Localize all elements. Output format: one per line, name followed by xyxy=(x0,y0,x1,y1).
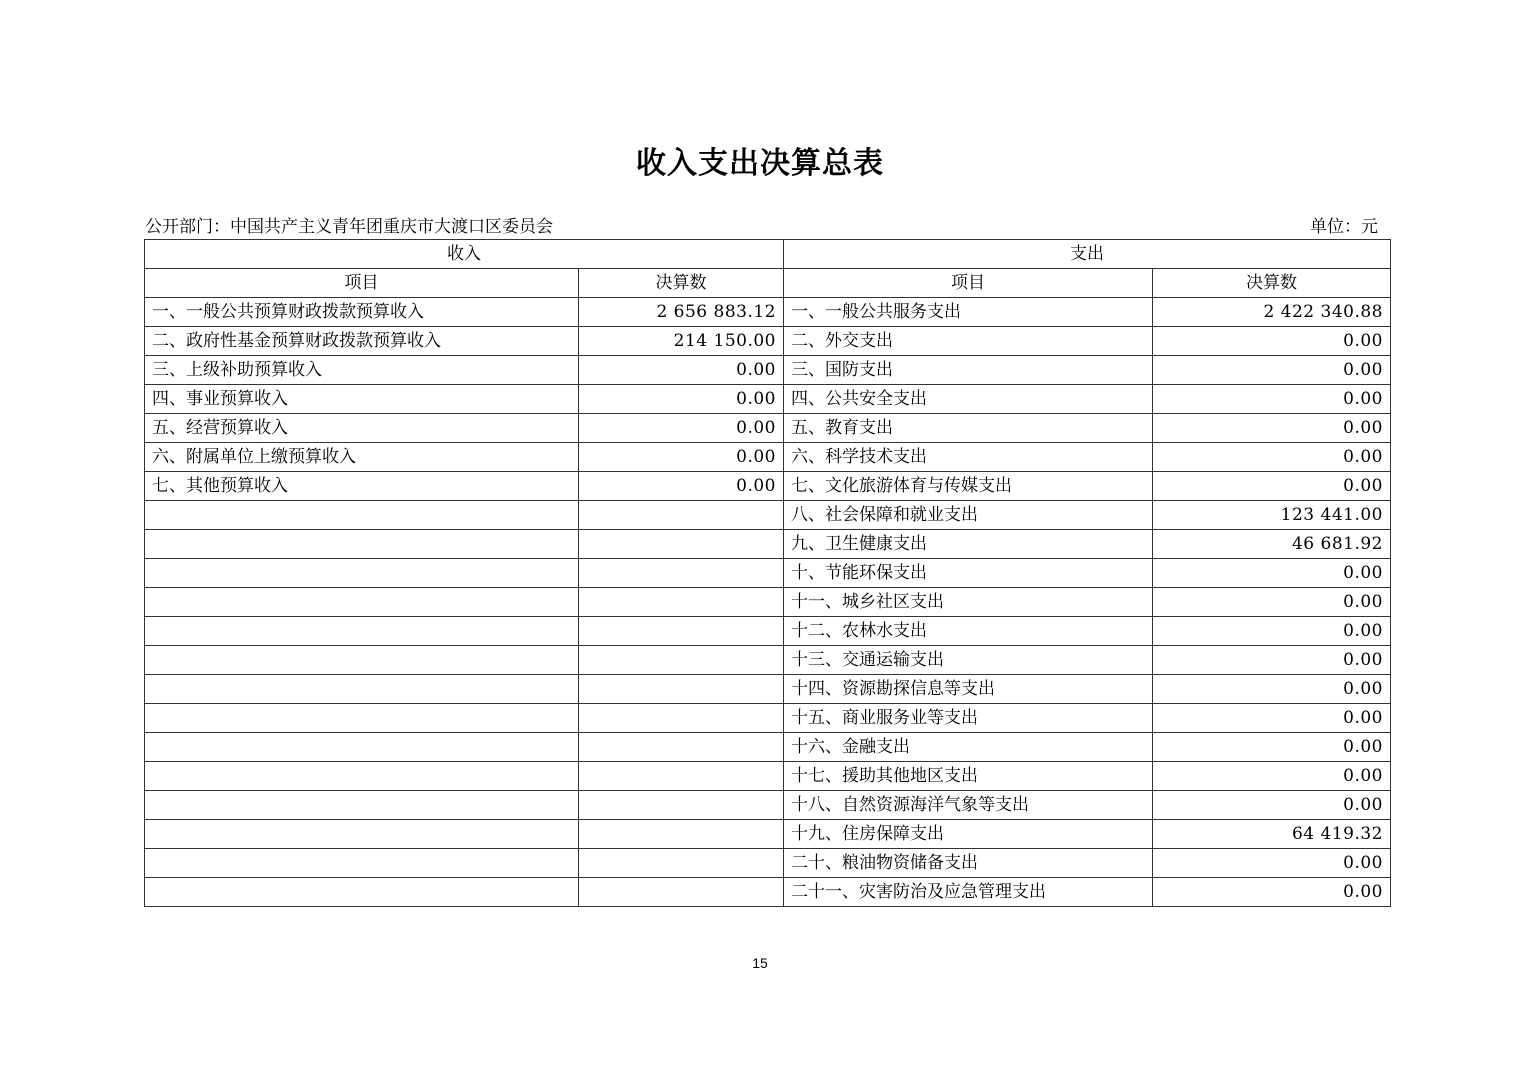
income-amount-cell: 0.00 xyxy=(579,472,784,501)
expense-amount-cell: 46 681.92 xyxy=(1153,530,1391,559)
income-amount-cell xyxy=(579,559,784,588)
income-amount-cell xyxy=(579,820,784,849)
department-label: 公开部门：中国共产主义青年团重庆市大渡口区委员会 xyxy=(145,217,553,237)
income-amount-cell xyxy=(579,733,784,762)
table-meta xyxy=(145,212,1378,238)
expense-item-cell: 十六、金融支出 xyxy=(784,733,1153,762)
expense-amount-cell: 0.00 xyxy=(1153,733,1391,762)
expense-amount-cell: 0.00 xyxy=(1153,791,1391,820)
income-amount-cell xyxy=(579,704,784,733)
expense-item-header: 项目 xyxy=(784,269,1153,298)
expense-item-cell: 二、外交支出 xyxy=(784,327,1153,356)
income-section-header: 收入 xyxy=(145,240,784,269)
income-amount-cell: 0.00 xyxy=(579,414,784,443)
income-amount-cell xyxy=(579,762,784,791)
income-amount-cell xyxy=(579,675,784,704)
expense-amount-cell: 2 422 340.88 xyxy=(1153,298,1391,327)
income-amount-cell: 0.00 xyxy=(579,385,784,414)
table-row xyxy=(145,733,1391,762)
expense-amount-cell: 0.00 xyxy=(1153,472,1391,501)
income-item-cell: 四、事业预算收入 xyxy=(145,385,579,414)
income-item-cell: 二、政府性基金预算财政拨款预算收入 xyxy=(145,327,579,356)
expense-item-cell: 五、教育支出 xyxy=(784,414,1153,443)
income-amount-cell xyxy=(579,791,784,820)
income-amount-cell xyxy=(579,530,784,559)
expense-item-cell: 十、节能环保支出 xyxy=(784,559,1153,588)
expense-amount-cell: 0.00 xyxy=(1153,849,1391,878)
expense-item-cell: 十八、自然资源海洋气象等支出 xyxy=(784,791,1153,820)
page-number: 15 xyxy=(752,955,768,971)
expense-amount-cell: 0.00 xyxy=(1153,356,1391,385)
income-item-cell: 七、其他预算收入 xyxy=(145,472,579,501)
table-row xyxy=(145,588,1391,617)
expense-amount-cell: 0.00 xyxy=(1153,646,1391,675)
income-item-cell xyxy=(145,704,579,733)
table-row xyxy=(145,878,1391,907)
expense-amount-cell: 0.00 xyxy=(1153,878,1391,907)
expense-amount-cell: 0.00 xyxy=(1153,385,1391,414)
income-item-cell xyxy=(145,791,579,820)
table-row xyxy=(145,646,1391,675)
table-row xyxy=(145,385,1391,414)
income-item-cell: 六、附属单位上缴预算收入 xyxy=(145,443,579,472)
income-amount-cell xyxy=(579,849,784,878)
table-row xyxy=(145,472,1391,501)
income-item-cell: 三、上级补助预算收入 xyxy=(145,356,579,385)
column-header-row xyxy=(145,269,1391,298)
table-row xyxy=(145,617,1391,646)
expense-item-cell: 十三、交通运输支出 xyxy=(784,646,1153,675)
table-row xyxy=(145,414,1391,443)
expense-amount-cell: 0.00 xyxy=(1153,762,1391,791)
income-item-cell xyxy=(145,588,579,617)
table-row xyxy=(145,820,1391,849)
page-title: 收入支出决算总表 xyxy=(636,146,884,181)
income-item-cell xyxy=(145,646,579,675)
expense-item-cell: 九、卫生健康支出 xyxy=(784,530,1153,559)
expense-amount-header: 决算数 xyxy=(1153,269,1391,298)
table-row xyxy=(145,675,1391,704)
expense-amount-cell: 0.00 xyxy=(1153,559,1391,588)
expense-item-cell: 十七、援助其他地区支出 xyxy=(784,762,1153,791)
unit-label: 单位：元 xyxy=(1310,217,1378,237)
table-row xyxy=(145,298,1391,327)
income-item-cell xyxy=(145,849,579,878)
income-item-cell xyxy=(145,559,579,588)
table-row xyxy=(145,501,1391,530)
expense-item-cell: 四、公共安全支出 xyxy=(784,385,1153,414)
table-row xyxy=(145,762,1391,791)
income-item-cell xyxy=(145,675,579,704)
expense-amount-cell: 0.00 xyxy=(1153,414,1391,443)
income-expense-table xyxy=(144,239,1391,907)
table-row xyxy=(145,559,1391,588)
expense-item-cell: 三、国防支出 xyxy=(784,356,1153,385)
income-amount-cell: 0.00 xyxy=(579,356,784,385)
expense-item-cell: 十五、商业服务业等支出 xyxy=(784,704,1153,733)
expense-amount-cell: 0.00 xyxy=(1153,588,1391,617)
table-row xyxy=(145,356,1391,385)
expense-amount-cell: 0.00 xyxy=(1153,327,1391,356)
income-amount-cell: 0.00 xyxy=(579,443,784,472)
expense-item-cell: 二十、粮油物资储备支出 xyxy=(784,849,1153,878)
expense-item-cell: 一、一般公共服务支出 xyxy=(784,298,1153,327)
table-row xyxy=(145,530,1391,559)
income-amount-cell xyxy=(579,501,784,530)
table-body xyxy=(145,298,1391,907)
expense-amount-cell: 0.00 xyxy=(1153,617,1391,646)
income-item-cell xyxy=(145,762,579,791)
expense-section-header: 支出 xyxy=(784,240,1391,269)
table-row xyxy=(145,791,1391,820)
table-row xyxy=(145,327,1391,356)
expense-item-cell: 十九、住房保障支出 xyxy=(784,820,1153,849)
expense-item-cell: 十一、城乡社区支出 xyxy=(784,588,1153,617)
income-amount-header: 决算数 xyxy=(579,269,784,298)
income-item-cell xyxy=(145,617,579,646)
income-item-cell xyxy=(145,733,579,762)
income-item-cell xyxy=(145,878,579,907)
income-amount-cell xyxy=(579,878,784,907)
table-row xyxy=(145,704,1391,733)
income-item-cell: 一、一般公共预算财政拨款预算收入 xyxy=(145,298,579,327)
income-amount-cell: 214 150.00 xyxy=(579,327,784,356)
income-amount-cell: 2 656 883.12 xyxy=(579,298,784,327)
income-item-cell: 五、经营预算收入 xyxy=(145,414,579,443)
income-amount-cell xyxy=(579,588,784,617)
expense-item-cell: 七、文化旅游体育与传媒支出 xyxy=(784,472,1153,501)
expense-amount-cell: 0.00 xyxy=(1153,675,1391,704)
expense-amount-cell: 0.00 xyxy=(1153,704,1391,733)
expense-item-cell: 十二、农林水支出 xyxy=(784,617,1153,646)
section-header-row xyxy=(145,240,1391,269)
income-item-header: 项目 xyxy=(145,269,579,298)
expense-item-cell: 八、社会保障和就业支出 xyxy=(784,501,1153,530)
expense-item-cell: 十四、资源勘探信息等支出 xyxy=(784,675,1153,704)
income-item-cell xyxy=(145,820,579,849)
expense-item-cell: 六、科学技术支出 xyxy=(784,443,1153,472)
expense-amount-cell: 123 441.00 xyxy=(1153,501,1391,530)
expense-item-cell: 二十一、灾害防治及应急管理支出 xyxy=(784,878,1153,907)
income-item-cell xyxy=(145,501,579,530)
income-item-cell xyxy=(145,530,579,559)
expense-amount-cell: 0.00 xyxy=(1153,443,1391,472)
income-amount-cell xyxy=(579,617,784,646)
table-row xyxy=(145,849,1391,878)
income-amount-cell xyxy=(579,646,784,675)
expense-amount-cell: 64 419.32 xyxy=(1153,820,1391,849)
table-row xyxy=(145,443,1391,472)
